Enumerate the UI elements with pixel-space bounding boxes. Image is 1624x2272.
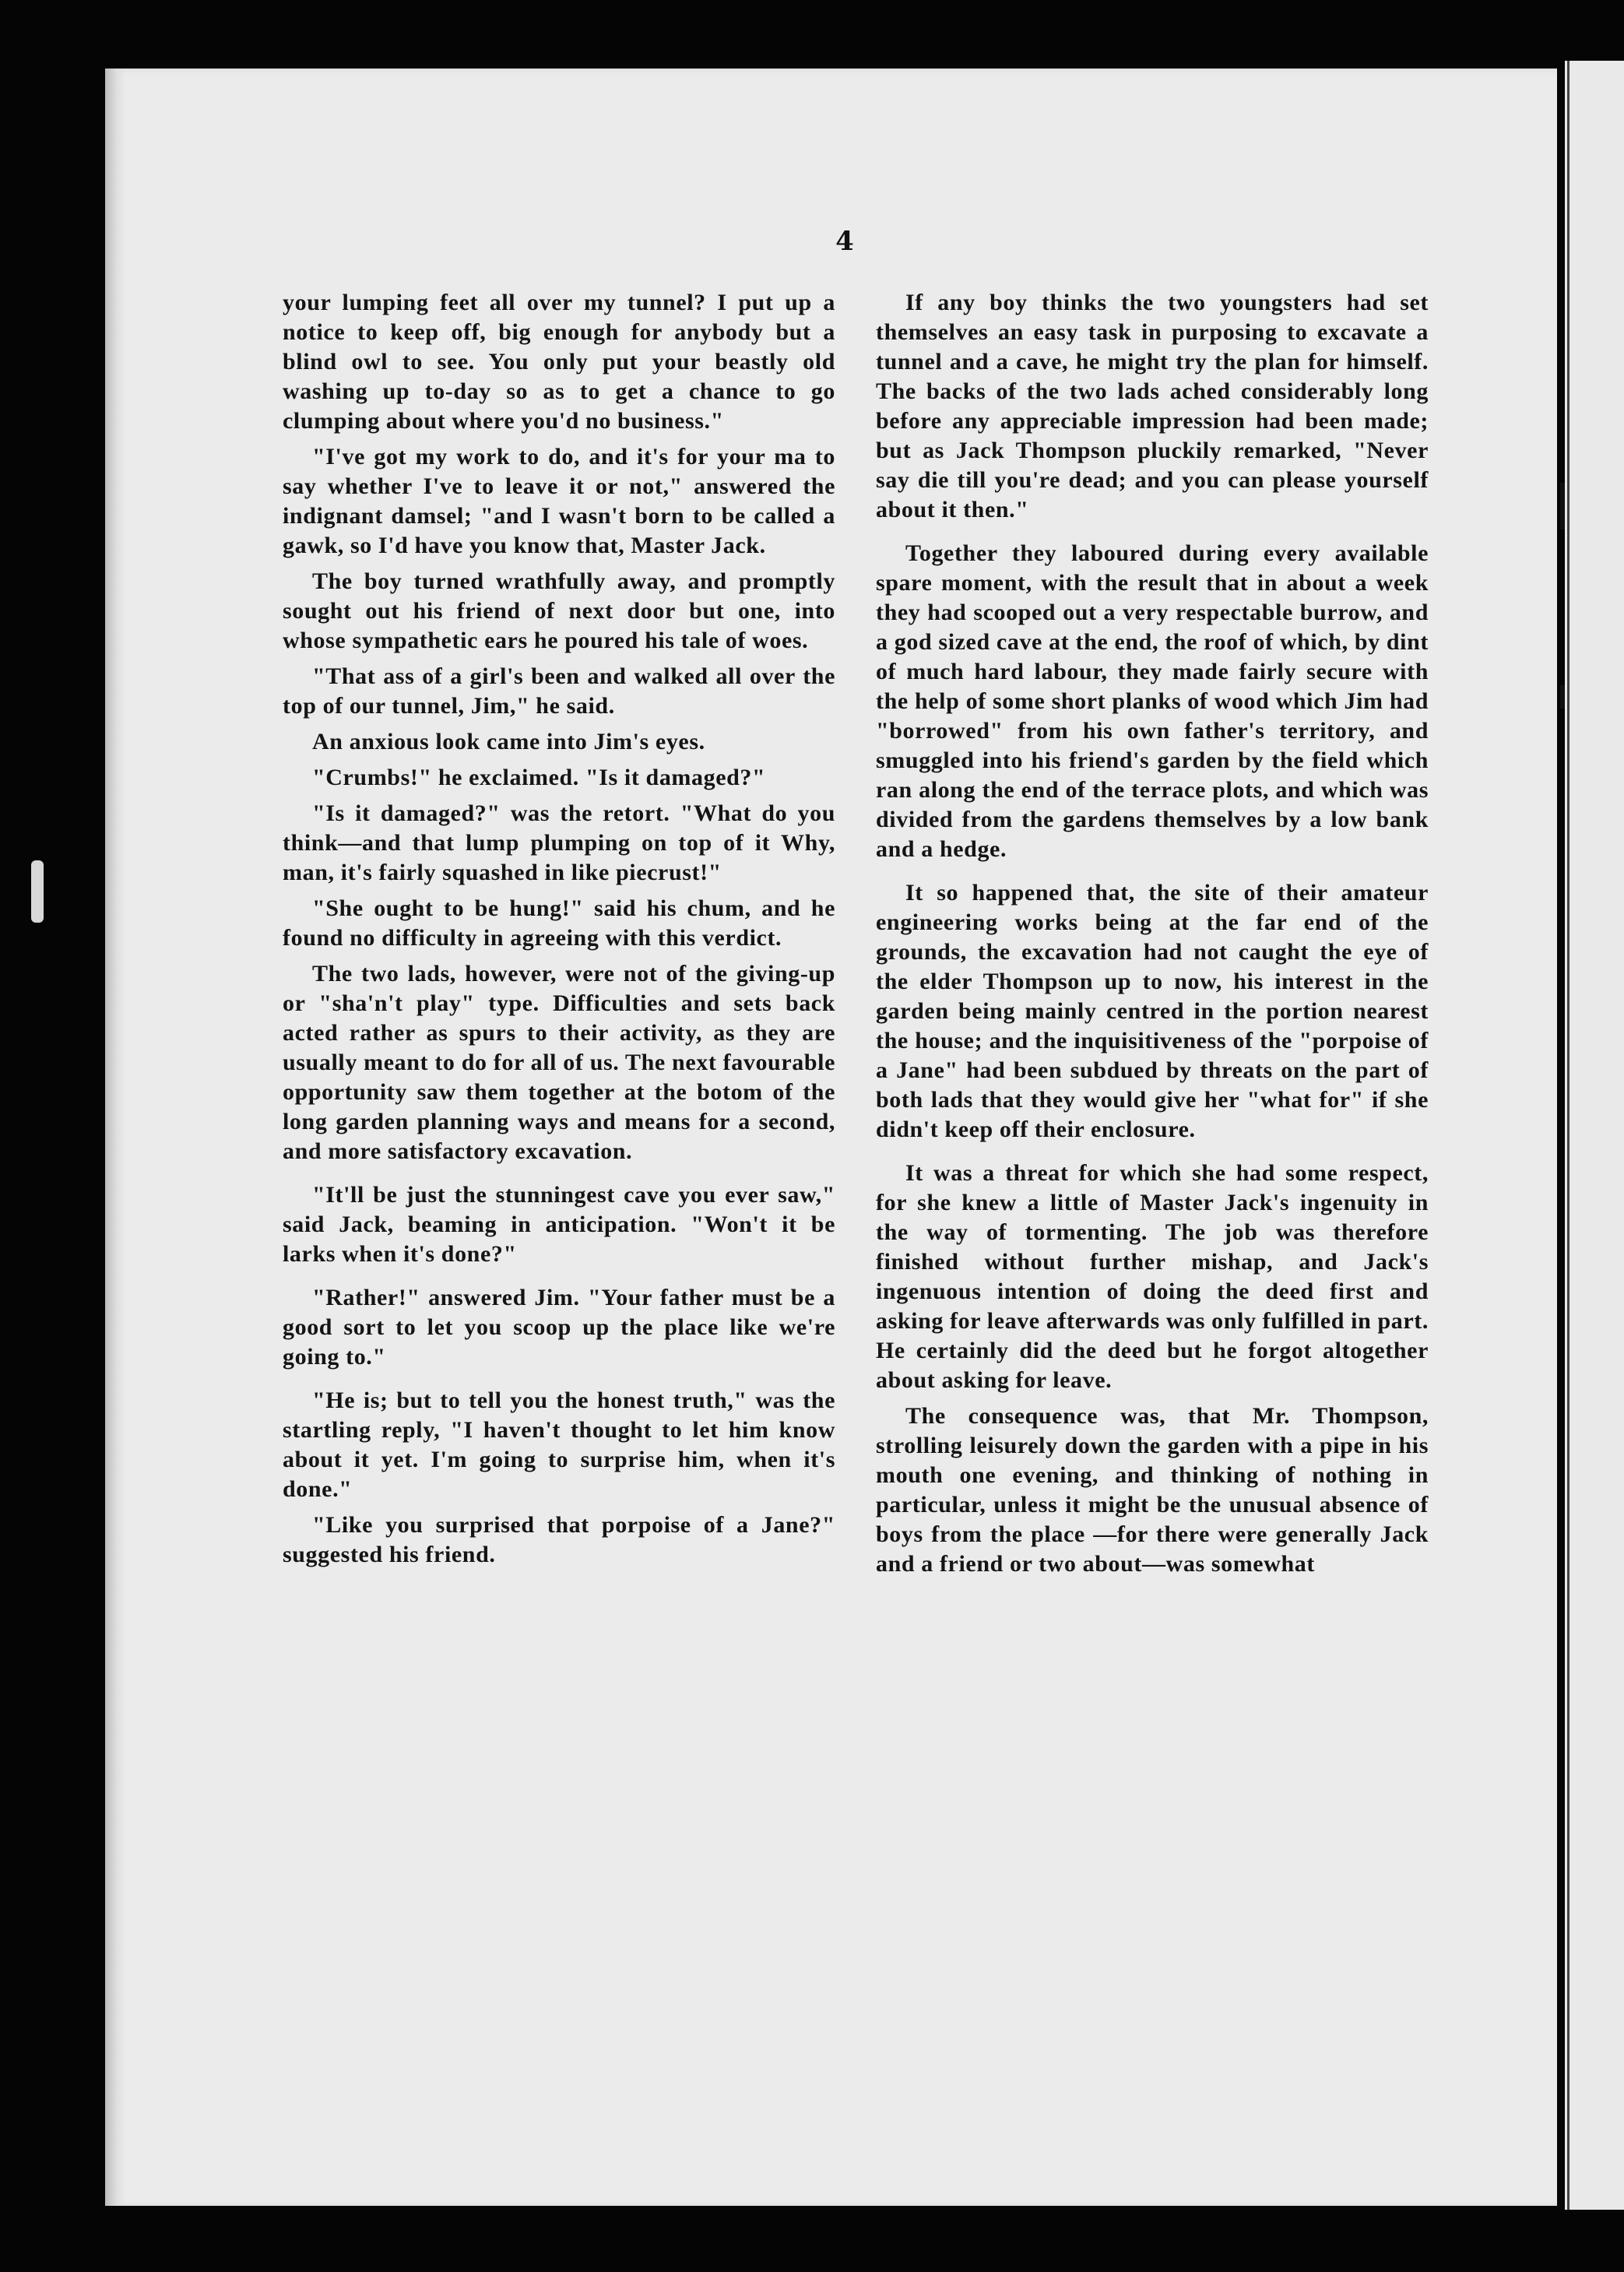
paragraph: The two lads, however, were not of the giving-up or "sha'n't play" type. Difficulties and sets back acted rather as spurs to their activity, as they are usually meant to do for all of us. The next favourable opportunity saw them together at the botom of the long garden planning ways and means for a second, and more satisfactory excavation.	[283, 961, 835, 1164]
binding-hole-mark	[31, 860, 44, 923]
paragraph: If any boy thinks the two youngsters had set themselves an easy task in purposing to excavate a tunnel and a cave, he might try the plan for himself. The backs of the two lads ached considerably long before any appreciable impression had been made; but as Jack Thompson pluckily remarked, "Never say die till you're dead; and you can please yourself about it then."	[876, 290, 1429, 522]
paragraph: An anxious look came into Jim's eyes.	[312, 729, 705, 754]
paragraph: "That ass of a girl's been and walked all over the top of our tunnel, Jim," he said.	[283, 663, 835, 719]
paragraph: "She ought to be hung!" said his chum, and he found no difficulty in agreeing with this verdict.	[283, 895, 835, 951]
paragraph: Together they laboured during every available spare moment, with the result that in about a week they had scooped out a very respectable burrow, and a god sized cave at the end, the roof of which, by dint of much hard labour, they made fairly secure with the help of some short planks of wood which Jim had "borrowed" from his own father's territory, and smuggled into his friend's garden by the field which ran along the end of the terrace plots, and which was divided from the gardens themselves by a low bank and a hedge.	[876, 540, 1429, 862]
paragraph: It was a threat for which she had some respect, for she knew a little of Master Jack's ingenuity in the way of tormenting. The job was therefore finished without further mishap, and Jack's ingenuous intention of doing the deed first and asking for leave afterwards was only fulfilled in part. He certainly did the deed but he forgot altogether about asking for leave.	[876, 1160, 1429, 1393]
page-binding-shadow	[105, 69, 125, 2206]
page-number: 4	[835, 226, 854, 257]
right-margin-mark	[1560, 685, 1565, 709]
facing-page-edge	[1565, 61, 1624, 2210]
paragraph: "Like you surprised that porpoise of a Jane?" suggested his friend.	[283, 1512, 835, 1567]
paragraph: "It'll be just the stunningest cave you ever saw," said Jack, beaming in anticipation. "Won't it be larks when it's done?"	[283, 1182, 835, 1267]
facing-page-gutter	[1567, 61, 1570, 2210]
right-margin-mark	[1560, 483, 1565, 529]
right-text-column	[876, 288, 1429, 1585]
paragraph: "Crumbs!" he exclaimed. "Is it damaged?"	[312, 765, 766, 790]
paragraph: "He is; but to tell you the honest truth," was the startling reply, "I haven't thought to let him know about it yet. I'm going to surprise him, when it's done."	[283, 1387, 835, 1502]
paragraph: "Rather!" answered Jim. "Your father must be a good sort to let you scoop up the place like we're going to."	[283, 1285, 835, 1370]
paragraph: "Is it damaged?" was the retort. "What do you think—and that lump plumping on top of it Why, man, it's fairly squashed in like piecrust!"	[283, 800, 835, 885]
left-text-column	[283, 288, 835, 1576]
paragraph: your lumping feet all over my tunnel? I put up a notice to keep off, big enough for anybody but a blind owl to see. You only put your beastly old washing up to-day so as to get a chance to go clumping about where you'd no business."	[283, 290, 835, 434]
paragraph: The boy turned wrathfully away, and promptly sought out his friend of next door but one, into whose sympathetic ears he poured his tale of woes.	[283, 568, 835, 653]
paragraph: It so happened that, the site of their amateur engineering works being at the far end of the grounds, the excavation had not caught the eye of the elder Thompson up to now, his interest in the garden being mainly centred in the portion nearest the house; and the inquisitiveness of the "porpoise of a Jane" had been subdued by threats on the part of both lads that they would give her "what for" if she didn't keep off their enclosure.	[876, 880, 1429, 1142]
paragraph: "I've got my work to do, and it's for your ma to say whether I've to leave it or not," answered the indignant damsel; "and I wasn't born to be called a gawk, so I'd have you know that, Master Jack.	[283, 444, 835, 558]
paragraph: The consequence was, that Mr. Thompson, strolling leisurely down the garden with a pipe in his mouth one evening, and thinking of nothing in particular, unless it might be the unusual absence of boys from the place —for there were generally Jack and a friend or two about—was somewhat	[876, 1403, 1429, 1577]
